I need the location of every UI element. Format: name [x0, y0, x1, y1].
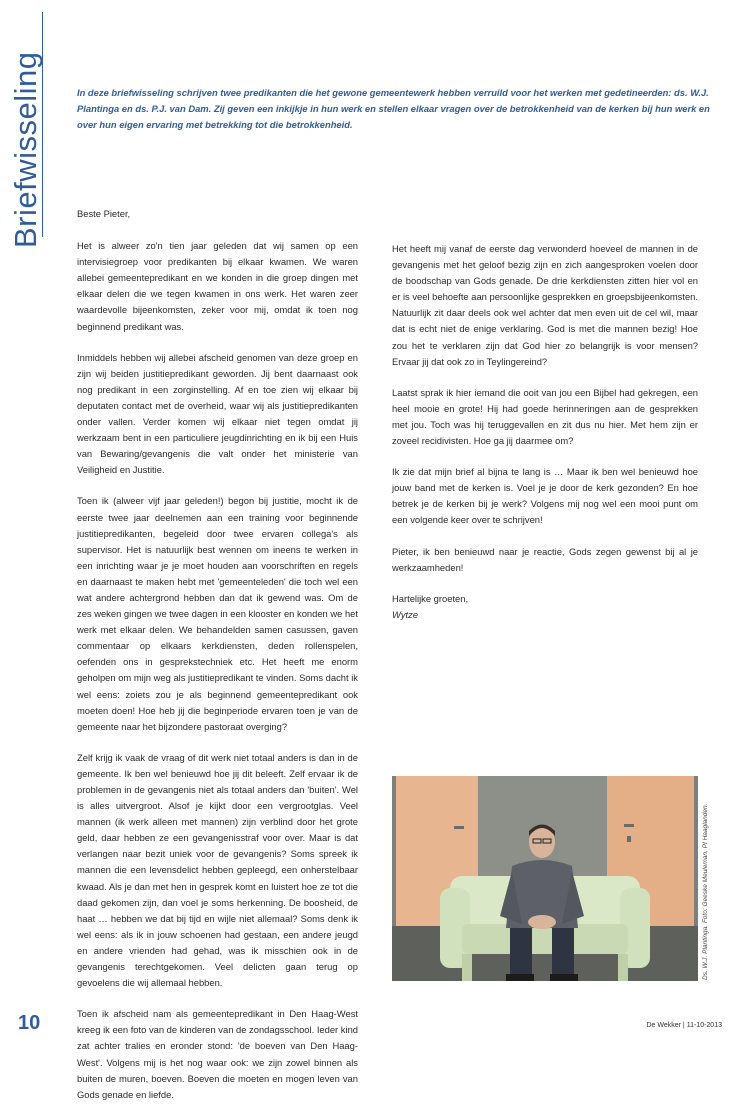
letter-paragraph: Inmiddels hebben wij allebei afscheid genomen van deze groep en zijn wij beiden justitiepredikant geworden. Jij bent daarnaast ook nog predikant in een zorginstelling. Af en toe zien wij elkaar bij deputaten contact met de overheid, waar wij als justitiepredikanten onder vallen. Verder komen wij elkaar niet tegen omdat jij werkzaam bent in een particuliere jeugdinrichting en ik bij een Huis van Bewaring/gevangenis die valt onder het ministerie van Veiligheid en Justitie. — [77, 351, 358, 476]
letter-paragraph: Toen ik (alweer vijf jaar geleden!) begon bij justitie, mocht ik de eerste twee jaar deelnemen aan een training voor beginnende justitiepredikanten, begeleid door twee ervaren collega's als supervisor. Het is natuurlijk best wennen om ineens te werken in een inrichting waar je je moet houden aan voorschriften en regels en daarnaast te maken hebt met 'gemeenteleden' die toch wel een wat andere achtergrond hebben dan dat ik gewend was. Om de zes weken gingen we twee dagen in een klooster en konden we het werk met elkaar delen. We behandelden samen casussen, gaven commentaar op elkaars kerkdiensten, deden rollenspelen, oefenden ons in gesprekstechniek etc. Het heeft me enorm geholpen om mijn weg als justitiepredikant te vinden. Soms dacht ik wel eens: zoiets zou je als beginnend gemeentepredikant ook moeten doen! Hoe heb jij die beginperiode ervaren toen je van de gemeente naar het bijzondere pastoraat overging? — [77, 495, 358, 732]
photo-caption: Ds. W.J. Plantinga. Foto: Geeske Meuleman, PI Haaglanden. — [702, 803, 709, 980]
page-number: 10 — [18, 1012, 41, 1034]
letter-closing: Hartelijke groeten, — [392, 592, 469, 604]
portrait-illustration — [392, 776, 698, 981]
section-label: Briefwisseling — [8, 51, 43, 248]
letter-salutation: Beste Pieter, — [77, 208, 131, 219]
letter-signature: Wytze — [392, 608, 419, 620]
publication-info: De Wekker | 11-10-2013 — [646, 1022, 722, 1029]
letter-paragraph: Toen ik afscheid nam als gemeentepredikant in Den Haag-West kreeg ik een foto van de kinderen van de zondagsschool. Ieder kind zat achter tralies en eronder stond: 'de boeven van Den Haag-West'. Volgens mij is het nog waar ook: we zijn zowel binnen als buiten de muren, boeven. Boeven die moeten en mogen leven van Gods genade en liefde. — [77, 1008, 358, 1100]
letter-paragraph: Het is alweer zo'n tien jaar geleden dat wij samen op een intervisiegroep voor predikanten bij elkaar kwamen. We waren allebei gemeentepredikant en we konden in die groep dingen met elkaar delen die we tegen kwamen in ons werk. Het waren zeer waardevolle bijeenkomsten, zeker voor mij, omdat ik toen nog beginnend predikant was. — [77, 240, 358, 332]
letter-paragraph: Pieter, ik ben benieuwd naar je reactie, Gods zegen gewenst bij al je werkzaamheden! — [392, 545, 698, 573]
letter-paragraph: Laatst sprak ik hier iemand die ooit van jou een Bijbel had gekregen, een heel mooie en grote! Hij had goede herinneringen aan de gesprekken met jou. Toch was hij teruggevallen en zit dus nu hier. Met hem zijn er zoveel recidivisten. Hoe ga jij daarmee om? — [392, 386, 698, 447]
letter-paragraph: Het heeft mij vanaf de eerste dag verwonderd hoeveel de mannen in de gevangenis met het geloof bezig zijn en zich aangesproken voelen door de boodschap van Gods genade. De drie kerkdiensten zitten hier vol en er is veel behoefte aan persoonlijke gesprekken en groepsbijeenkomsten. Natuurlijk zit daar deels ook wel achter dat men even uit de cel wil, maar dat is echt niet de enige verklaring. God is met die mannen bezig! Hoe zou het te verklaren zijn dat God hier zo belangrijk is voor mensen? Ervaar jij dat ook zo in Teylingereind? — [392, 243, 698, 367]
letter-column-right — [392, 241, 698, 623]
intro-paragraph: In deze briefwisseling schrijven twee predikanten die het gewone gemeentewerk hebben verruild voor het werken met gedetineerden: ds. W.J. Plantinga en ds. P.J. van Dam. Zij geven een inkijkje in hun werk en stellen elkaar vragen over de betrokkenheid van de kerken bij hun werk en over hun eigen ervaring met betrekking tot die betrokkenheid. — [77, 87, 710, 130]
portrait-photo — [392, 776, 698, 981]
letter-paragraph: Zelf krijg ik vaak de vraag of dit werk niet totaal anders is dan in de gemeente. Ik ben wel benieuwd hoe jij dit beleeft. Zelf ervaar ik de problemen in de gevangenis niet als totaal anders dan 'buiten'. Wel is alles uitvergroot. Alsof je kijkt door een vergrootglas. Veel mannen (ik werk alleen met mannen) zijn verblind door het grote geld, daar hebben ze een gevangenisstraf voor over. Maar is dat verlangen naar bezit uniek voor de gevangenis? Soms spreek ik mannen die een levensdelict hebben gepleegd, een onherstelbaar kwaad. Als je dan met hen in gesprek komt en luistert hoe ze tot die daad gekomen zijn, dan voel je soms herkenning. De boosheid, de haat … hebben we dat bij tijd en wijle niet allemaal? Soms denk ik wel eens: als ik in jouw schoenen had gestaan, een andere jeugd en andere vrienden had gehad, was ik misschien ook in de gevangenis terechtgekomen. Veel delicten gaan terug op gevoelens die wij allemaal hebben. — [77, 751, 358, 989]
letter-column-left — [77, 206, 358, 1118]
letter-paragraph: Ik zie dat mijn brief al bijna te lang is … Maar ik ben wel benieuwd hoe jouw band met de kerken is. Voel je je door de kerk gezonden? En hoe betrek je de kerken bij je werk? Volgens mij nog wel een mooi punt om een volgende keer over te schrijven! — [392, 466, 698, 526]
